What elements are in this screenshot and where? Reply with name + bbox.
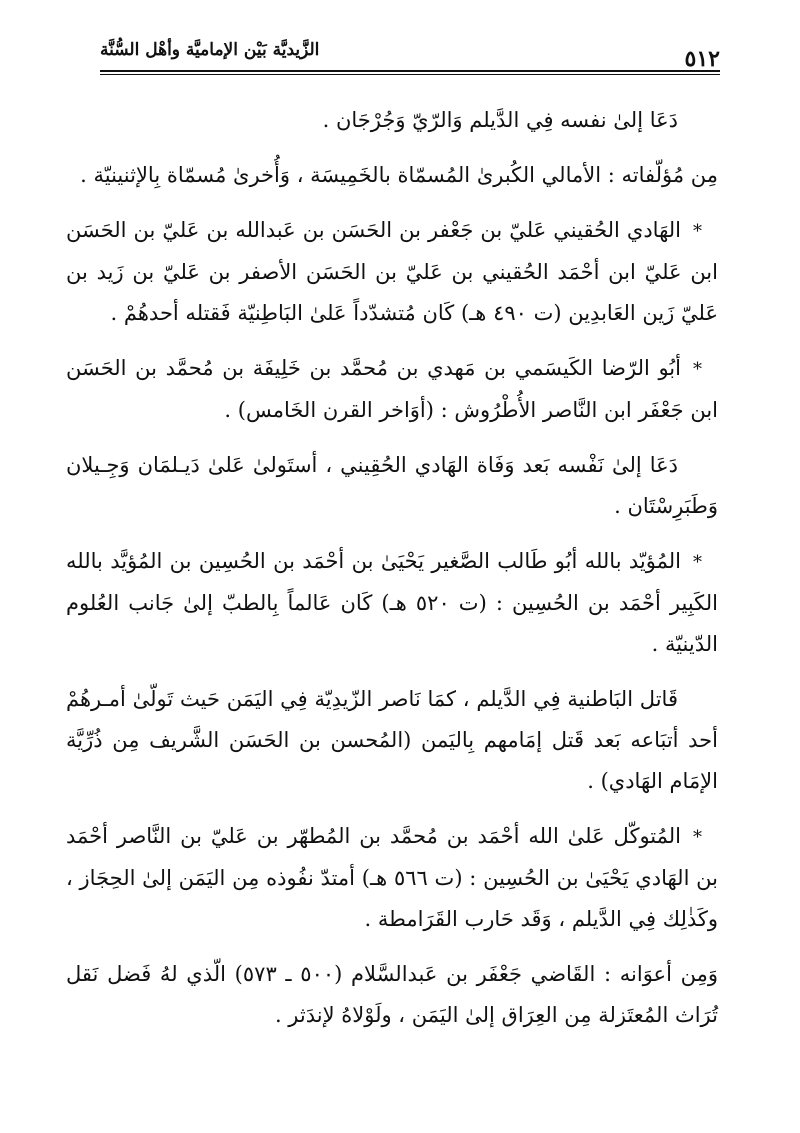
paragraph-text: الهَادي الحُقيني عَليّ بن جَعْفر بن الحَسَن بن عَبدالله بن عَليّ بن الحَسَن ابن عَليّ ابن أحْمَد الحُقيني بن عَليّ بن الحَسَن الأصفر بن عَليّ بن زَيد بن عَليّ زَين العَابدِين (ت ٤٩٠ هـ) كَان مُتشدّداً عَلىٰ البَاطِنيّة فَقتله أحدهُمْ . bbox=[66, 218, 718, 325]
page-header bbox=[100, 30, 720, 74]
paragraph-text: مِن مُؤلّفاته : الأمالي الكُبرىٰ المُسمّاة بالخَمِيسَة ، وَأُخرىٰ مُسمّاة بِالإثنينيّة . bbox=[80, 163, 718, 187]
entry-star-icon: * bbox=[693, 827, 702, 848]
paragraph bbox=[66, 954, 718, 1036]
paragraph-text: المُتوكّل عَلىٰ الله أحْمَد بن مُحمَّد بن المُطهّر بن عَليّ بن النَّاصر أحْمَد بن الهَادي يَحْيَىٰ بن الحُسِين : (ت ٥٦٦ هـ) أمتدّ نفُوذه مِن اليَمَن إلىٰ الحِجَاز ، وكَذٰلِك فِي الدَّيلم ، وَقَد حَارب القَرَامطة . bbox=[66, 824, 718, 931]
paragraph-text: أبُو الرّضا الكَيسَمي بن مَهدي بن مُحمَّد بن خَلِيفَة بن مُحمَّد بن الحَسَن ابن جَعْفَر ابن النَّاصر الأُطْرُوش : (أوَاخر القرن الخَامس) . bbox=[66, 356, 718, 422]
entry-star-icon: * bbox=[693, 552, 702, 573]
paragraph-text: دَعَا إلىٰ نفسه فِي الدَّيلم وَالرّيّ وَجُرْجَان . bbox=[322, 108, 678, 132]
paragraph-text: المُؤيّد بالله أبُو طَالب الصَّغير يَحْيَىٰ بن أحْمَد بن الحُسِين بن المُؤيَّد بالله الكَبِير أحْمَد بن الحُسِين : (ت ٥٢٠ هـ) كَان عَالماً بِالطبّ إلىٰ جَانب العُلوم الدّينيّة . bbox=[66, 549, 718, 656]
paragraph bbox=[66, 679, 718, 802]
paragraph bbox=[66, 155, 718, 196]
entry-paragraph bbox=[66, 348, 718, 431]
paragraph-text: دَعَا إلىٰ نَفْسه بَعد وَفَاة الهَادي الحُقِيني ، أستَولىٰ عَلىٰ دَيـلمَان وَجِـيلان وَطَبَرِسْتَان . bbox=[66, 453, 718, 518]
running-title: الزَّيديَّة بَيْن الإماميَّة وأهْل السُّنَّة bbox=[100, 40, 320, 60]
paragraph bbox=[66, 100, 718, 141]
header-rule bbox=[100, 70, 720, 75]
paragraph bbox=[66, 445, 718, 527]
entry-paragraph bbox=[66, 210, 718, 334]
entry-paragraph bbox=[66, 816, 718, 940]
entry-star-icon: * bbox=[693, 359, 702, 380]
entry-paragraph bbox=[66, 541, 718, 665]
entry-star-icon: * bbox=[693, 221, 702, 242]
paragraph-text: قَاتل البَاطنية فِي الدَّيلم ، كمَا نَاصر الزّيدِيّة فِي اليَمَن حَيث تَولّىٰ أمـرهُمْ أحد أتبَاعه بَعد قَتل إمَامهم بِاليَمن (المُحسن بن الحَسَن الشَّريف مِن ذُرِّيَّة الإمَام الهَادي) . bbox=[66, 687, 718, 793]
paragraph-text: وَمِن أعوَانه : القَاضي جَعْفَر بن عَبدالسَّلام (٥٠٠ ـ ٥٧٣) الّذي لهُ فَضل نَقل تُرَاث المُعتَزلة مِن العِرَاق إلىٰ اليَمَن ، ولَوْلاهُ لإندَثر . bbox=[66, 962, 718, 1027]
page-number: ٥١٢ bbox=[684, 46, 720, 72]
page-body bbox=[66, 100, 718, 1050]
